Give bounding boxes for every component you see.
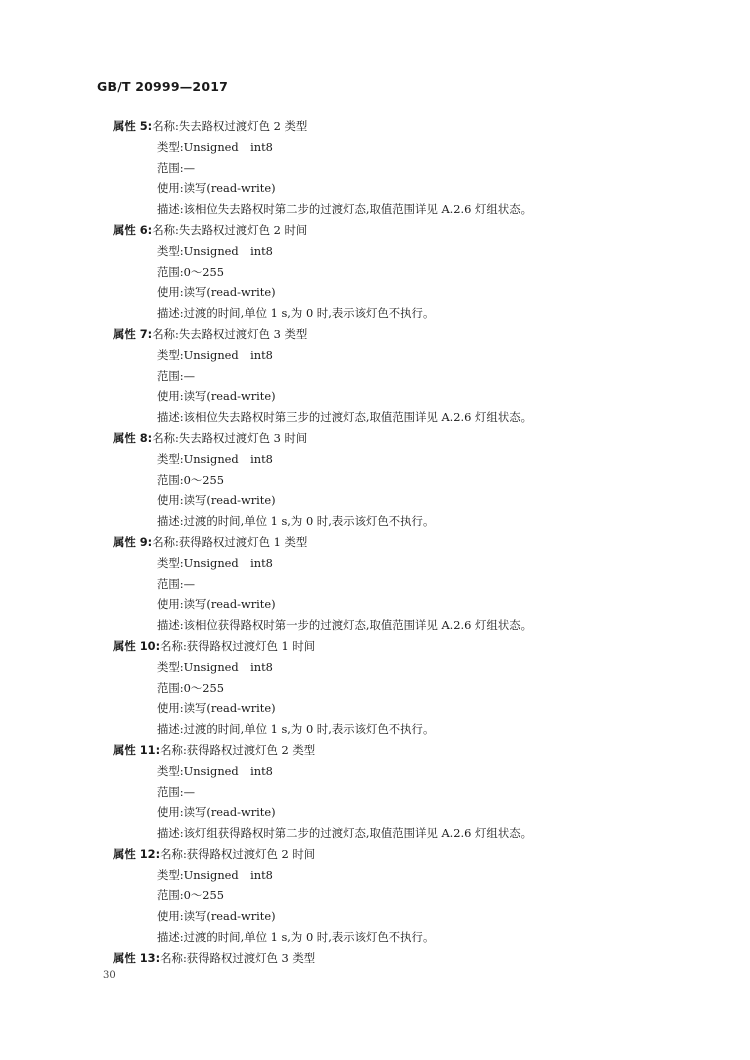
attribute-title [0,220,750,241]
attribute-usage: 使用:读写(read-write) [157,805,276,820]
attribute-description: 描述:该灯组获得路权时第二步的过渡灯态,取值范围详见 A.2.6 灯组状态。 [157,826,532,841]
attribute-name: 名称:失去路权过渡灯色 2 类型 [152,119,308,133]
attribute-title [0,428,750,449]
attribute-description: 描述:过渡的时间,单位 1 s,为 0 时,表示该灯色不执行。 [157,514,435,529]
attribute-usage: 使用:读写(read-write) [157,285,276,300]
attribute-type: 类型:Unsigned int8 [157,139,273,154]
page-number: 30 [103,970,116,981]
attribute-description: 描述:该相位失去路权时第三步的过渡灯态,取值范围详见 A.2.6 灯组状态。 [157,410,532,425]
attribute-label: 属性 8: [113,430,153,445]
attribute-type: 类型:Unsigned int8 [157,451,273,466]
attribute-description: 描述:该相位失去路权时第二步的过渡灯态,取值范围详见 A.2.6 灯组状态。 [157,202,532,217]
attribute-type: 类型:Unsigned int8 [157,659,273,674]
attribute-type: 类型:Unsigned int8 [157,243,273,258]
attribute-usage: 使用:读写(read-write) [157,493,276,508]
attribute-name: 名称:获得路权过渡灯色 1 类型 [152,534,308,549]
attribute-8 [0,428,750,532]
standard-header: GB/T 20999—2017 [97,79,229,94]
attribute-title [0,948,750,969]
attribute-label: 属性 7: [113,326,153,341]
attribute-label: 属性 9: [113,534,153,549]
attribute-label: 属性 5: [113,119,153,133]
attribute-label: 属性 13: [113,950,161,965]
attribute-description: 描述:该相位获得路权时第一步的过渡灯态,取值范围详见 A.2.6 灯组状态。 [157,618,532,633]
attribute-13 [0,948,750,969]
attribute-label: 属性 6: [113,222,153,237]
attribute-name: 名称:获得路权过渡灯色 3 类型 [160,950,316,965]
attribute-usage: 使用:读写(read-write) [157,909,276,924]
attribute-10 [0,636,750,740]
attribute-range: 范围:0～255 [157,264,224,279]
attribute-description: 描述:过渡的时间,单位 1 s,为 0 时,表示该灯色不执行。 [157,306,435,321]
attribute-title [0,636,750,657]
attribute-title [0,324,750,345]
attribute-5 [0,116,750,220]
attribute-title [0,740,750,761]
attribute-range: 范围:— [157,784,196,799]
attribute-name: 名称:失去路权过渡灯色 3 类型 [152,326,308,341]
attribute-description: 描述:过渡的时间,单位 1 s,为 0 时,表示该灯色不执行。 [157,930,435,945]
attribute-usage: 使用:读写(read-write) [157,701,276,716]
attribute-label: 属性 10: [113,638,161,653]
attribute-range: 范围:— [157,160,196,175]
attribute-name: 名称:失去路权过渡灯色 2 时间 [152,222,308,237]
attribute-name: 名称:获得路权过渡灯色 2 类型 [160,742,316,757]
attribute-range: 范围:0～255 [157,680,224,695]
attribute-6 [0,220,750,324]
attribute-range: 范围:— [157,576,196,591]
attribute-9 [0,532,750,636]
attribute-type: 类型:Unsigned int8 [157,763,273,778]
attribute-usage: 使用:读写(read-write) [157,597,276,612]
attribute-type: 类型:Unsigned int8 [157,347,273,362]
attribute-title [0,844,750,865]
attribute-usage: 使用:读写(read-write) [157,181,276,196]
attribute-7 [0,324,750,428]
attribute-name: 名称:获得路权过渡灯色 1 时间 [160,638,316,653]
attribute-name: 名称:失去路权过渡灯色 3 时间 [152,430,308,445]
attribute-range: 范围:0～255 [157,472,224,487]
attribute-12 [0,844,750,948]
attribute-range: 范围:— [157,368,196,383]
attribute-description: 描述:过渡的时间,单位 1 s,为 0 时,表示该灯色不执行。 [157,722,435,737]
attribute-label: 属性 11: [113,742,161,757]
attribute-type: 类型:Unsigned int8 [157,555,273,570]
attribute-type: 类型:Unsigned int8 [157,867,273,882]
attribute-range: 范围:0～255 [157,888,224,903]
attribute-title [0,116,750,137]
attribute-list [0,116,750,969]
attribute-label: 属性 12: [113,846,161,861]
attribute-usage: 使用:读写(read-write) [157,389,276,404]
attribute-name: 名称:获得路权过渡灯色 2 时间 [160,846,316,861]
attribute-11 [0,740,750,844]
attribute-title [0,532,750,553]
